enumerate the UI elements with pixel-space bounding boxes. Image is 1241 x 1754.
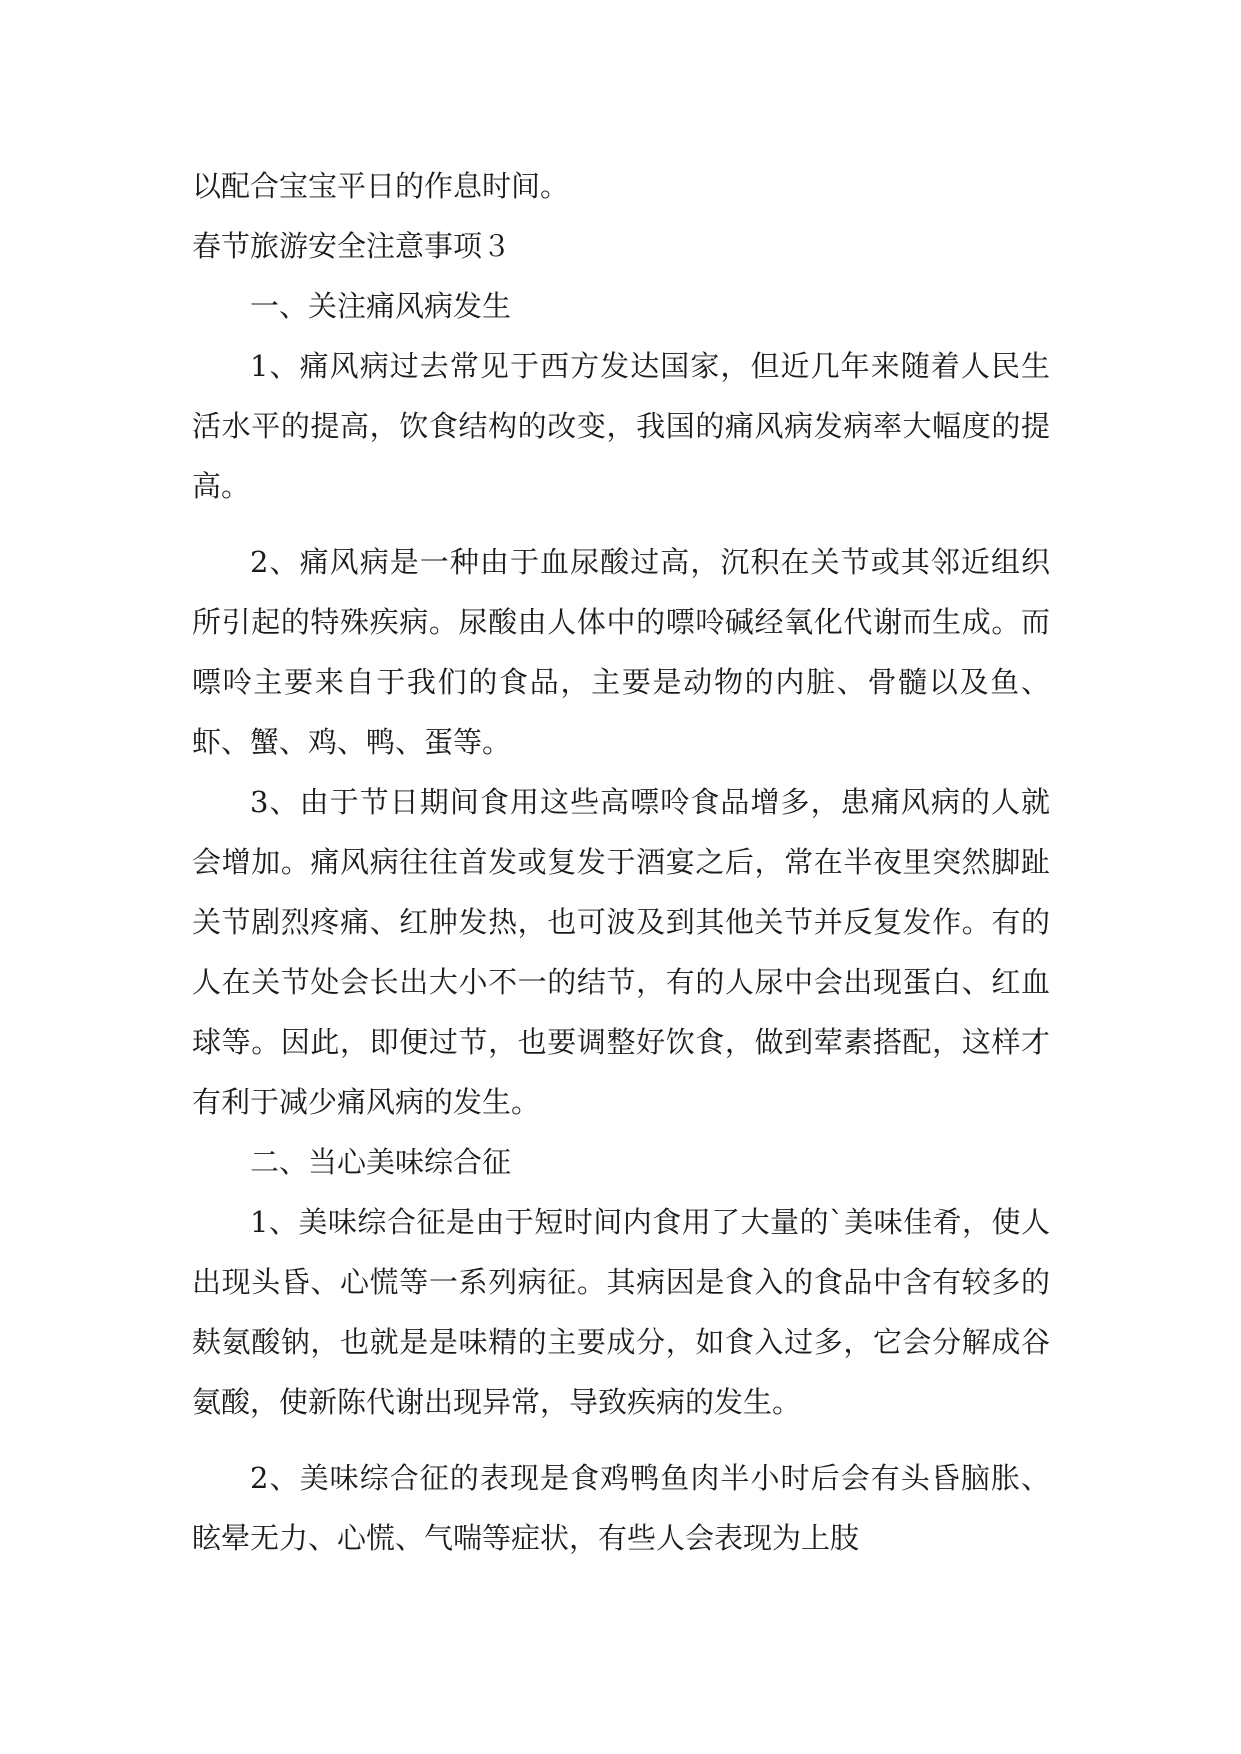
paragraph-delicacy-2: 2、美味综合征的表现是食鸡鸭鱼肉半小时后会有头昏脑胀、眩晕无力、心慌、气喘等症状，有些人会表现为上肢 bbox=[192, 1461, 1050, 1555]
heading-delicacy-syndrome: 二、当心美味综合征 bbox=[250, 1145, 512, 1179]
continuation-text: 以配合宝宝平日的作息时间。 bbox=[192, 169, 570, 203]
paragraph-gout-2: 2、痛风病是一种由于血尿酸过高，沉积在关节或其邻近组织所引起的特殊疾病。尿酸由人体中的嘌呤碱经氧化代谢而生成。而嘌呤主要来自于我们的食品，主要是动物的内脏、骨髓以及鱼、虾、蟹、鸡、鸭、蛋等。 bbox=[192, 545, 1050, 759]
paragraph-delicacy-1: 1、美味综合征是由于短时间内食用了大量的`美味佳肴，使人出现头昏、心慌等一系列病征。其病因是食入的食品中含有较多的麸氨酸钠，也就是是味精的主要成分，如食入过多，它会分解成谷氨酸，使新陈代谢出现异常，导致疾病的发生。 bbox=[192, 1205, 1050, 1419]
paragraph-gout-1: 1、痛风病过去常见于西方发达国家，但近几年来随着人民生活水平的提高，饮食结构的改变，我国的痛风病发病率大幅度的提高。 bbox=[192, 349, 1050, 503]
heading-gout: 一、关注痛风病发生 bbox=[250, 289, 512, 323]
paragraph-gout-3: 3、由于节日期间食用这些高嘌呤食品增多，患痛风病的人就会增加。痛风病往往首发或复发于酒宴之后，常在半夜里突然脚趾关节剧烈疼痛、红肿发热，也可波及到其他关节并反复发作。有的人在关节处会长出大小不一的结节，有的人尿中会出现蛋白、红血球等。因此，即便过节，也要调整好饮食，做到荤素搭配，这样才有利于减少痛风病的发生。 bbox=[192, 785, 1050, 1119]
section-title: 春节旅游安全注意事项３ bbox=[192, 229, 512, 263]
document-body bbox=[192, 156, 1050, 1568]
